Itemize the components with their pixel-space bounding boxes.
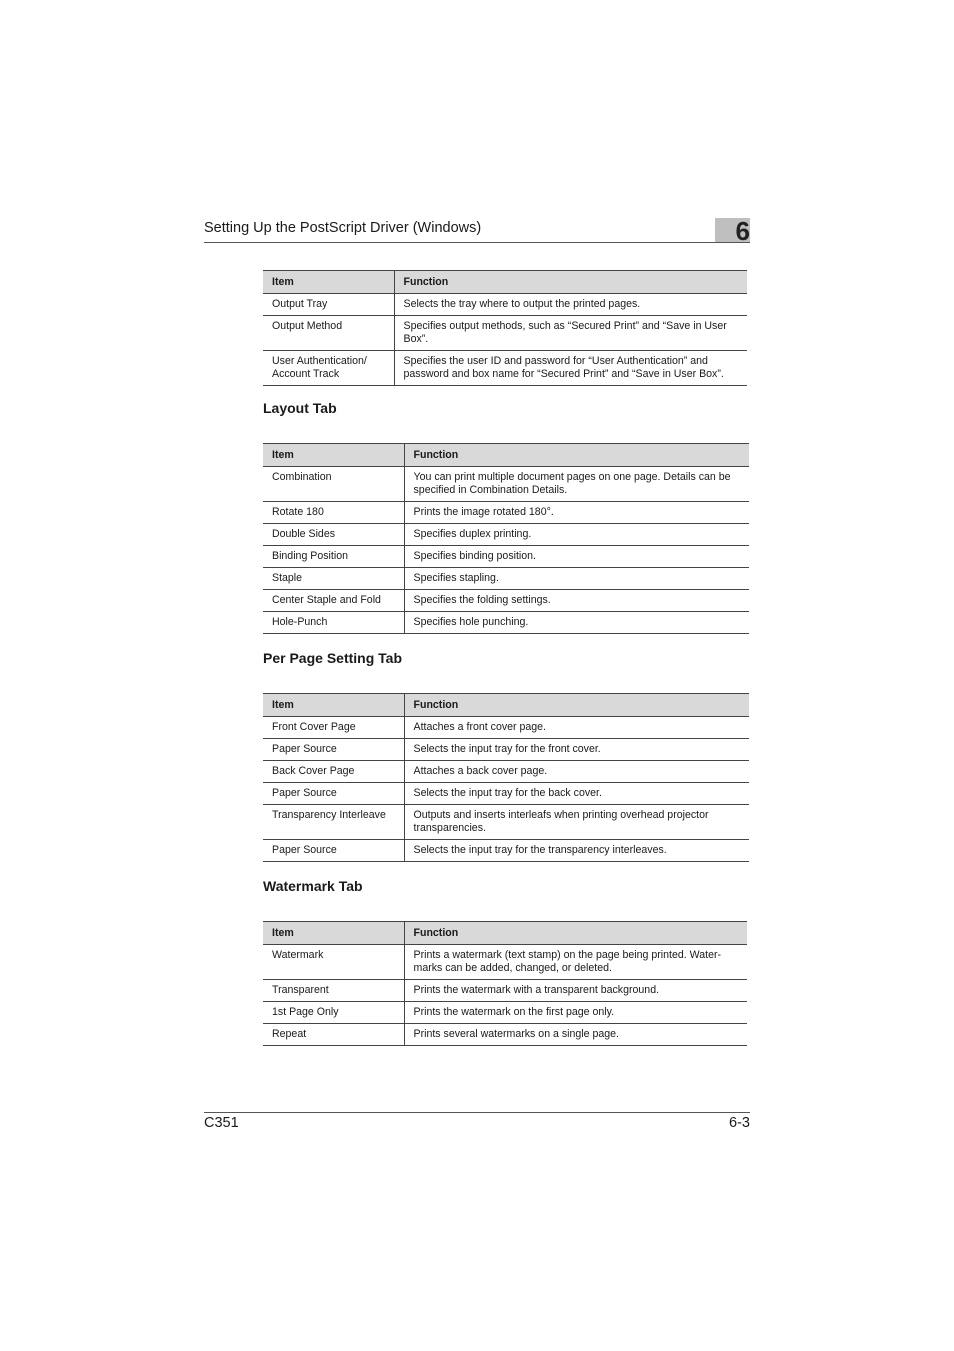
item-cell: 1st Page Only <box>263 1002 404 1024</box>
table-row <box>263 1024 747 1046</box>
column-header-item: Item <box>263 271 394 294</box>
item-cell: Transparency Interleave <box>263 805 404 840</box>
column-header-item: Item <box>263 922 404 945</box>
function-cell: Selects the input tray for the back cover. <box>404 783 749 805</box>
general-settings-table <box>263 270 747 386</box>
item-cell: Combination <box>263 467 404 502</box>
column-header-item: Item <box>263 444 404 467</box>
item-cell: Hole-Punch <box>263 612 404 634</box>
table-row <box>263 590 749 612</box>
table-header-row <box>263 694 749 717</box>
layout-tab-heading: Layout Tab <box>263 400 337 416</box>
watermark-tab-heading: Watermark Tab <box>263 878 363 894</box>
table-row <box>263 717 749 739</box>
column-header-function: Function <box>404 922 747 945</box>
function-cell: Specifies hole punching. <box>404 612 749 634</box>
item-cell: User Authentication/ Account Track <box>263 351 394 386</box>
table-row <box>263 945 747 980</box>
function-cell: Prints the watermark on the first page only. <box>404 1002 747 1024</box>
header-rule <box>204 242 750 243</box>
table-row <box>263 546 749 568</box>
table-row <box>263 467 749 502</box>
function-cell: Selects the input tray for the front cover. <box>404 739 749 761</box>
function-cell: Outputs and inserts interleafs when printing overhead projector transparencies. <box>404 805 749 840</box>
per-page-setting-tab-table <box>263 693 749 862</box>
table-header-row <box>263 271 747 294</box>
item-cell: Front Cover Page <box>263 717 404 739</box>
chapter-number: 6 <box>735 216 750 246</box>
function-cell: Specifies the folding settings. <box>404 590 749 612</box>
footer-page-number: 6-3 <box>729 1115 750 1131</box>
function-cell: You can print multiple document pages on one page. Details can be specified in Combination Details. <box>404 467 749 502</box>
item-cell: Paper Source <box>263 840 404 862</box>
table-row <box>263 502 749 524</box>
column-header-function: Function <box>404 694 749 717</box>
per-page-setting-tab-heading: Per Page Setting Tab <box>263 650 402 666</box>
table-row <box>263 783 749 805</box>
item-cell: Double Sides <box>263 524 404 546</box>
table-row <box>263 316 747 351</box>
function-cell: Specifies duplex printing. <box>404 524 749 546</box>
table-row <box>263 524 749 546</box>
column-header-item: Item <box>263 694 404 717</box>
function-cell: Attaches a back cover page. <box>404 761 749 783</box>
footer-rule <box>204 1112 750 1113</box>
function-cell: Prints the image rotated 180°. <box>404 502 749 524</box>
table-row <box>263 980 747 1002</box>
item-cell: Paper Source <box>263 739 404 761</box>
item-cell: Output Tray <box>263 294 394 316</box>
function-cell: Specifies output methods, such as “Secured Print” and “Save in User Box”. <box>394 316 747 351</box>
item-cell: Watermark <box>263 945 404 980</box>
item-cell: Rotate 180 <box>263 502 404 524</box>
function-cell: Prints a watermark (text stamp) on the page being printed. Water-marks can be added, changed, or deleted. <box>404 945 747 980</box>
item-cell: Staple <box>263 568 404 590</box>
function-cell: Specifies stapling. <box>404 568 749 590</box>
column-header-function: Function <box>394 271 747 294</box>
table-row <box>263 761 749 783</box>
table-row <box>263 840 749 862</box>
item-cell: Back Cover Page <box>263 761 404 783</box>
item-cell: Transparent <box>263 980 404 1002</box>
item-cell: Paper Source <box>263 783 404 805</box>
function-cell: Selects the tray where to output the printed pages. <box>394 294 747 316</box>
table-row <box>263 1002 747 1024</box>
table-row <box>263 612 749 634</box>
footer-model: C351 <box>204 1115 239 1131</box>
table-row <box>263 294 747 316</box>
function-cell: Specifies binding position. <box>404 546 749 568</box>
table-header-row <box>263 444 749 467</box>
item-cell: Binding Position <box>263 546 404 568</box>
table-row <box>263 805 749 840</box>
function-cell: Attaches a front cover page. <box>404 717 749 739</box>
function-cell: Specifies the user ID and password for “User Authentication” and password and box name for “Secured Print” and “Save in User Box”. <box>394 351 747 386</box>
function-cell: Prints several watermarks on a single page. <box>404 1024 747 1046</box>
column-header-function: Function <box>404 444 749 467</box>
item-cell: Output Method <box>263 316 394 351</box>
table-row <box>263 351 747 386</box>
header-title: Setting Up the PostScript Driver (Windows) <box>204 220 482 236</box>
table-row <box>263 568 749 590</box>
function-cell: Selects the input tray for the transparency interleaves. <box>404 840 749 862</box>
table-header-row <box>263 922 747 945</box>
table-row <box>263 739 749 761</box>
function-cell: Prints the watermark with a transparent background. <box>404 980 747 1002</box>
item-cell: Repeat <box>263 1024 404 1046</box>
layout-tab-table <box>263 443 749 634</box>
watermark-tab-table <box>263 921 747 1046</box>
item-cell: Center Staple and Fold <box>263 590 404 612</box>
